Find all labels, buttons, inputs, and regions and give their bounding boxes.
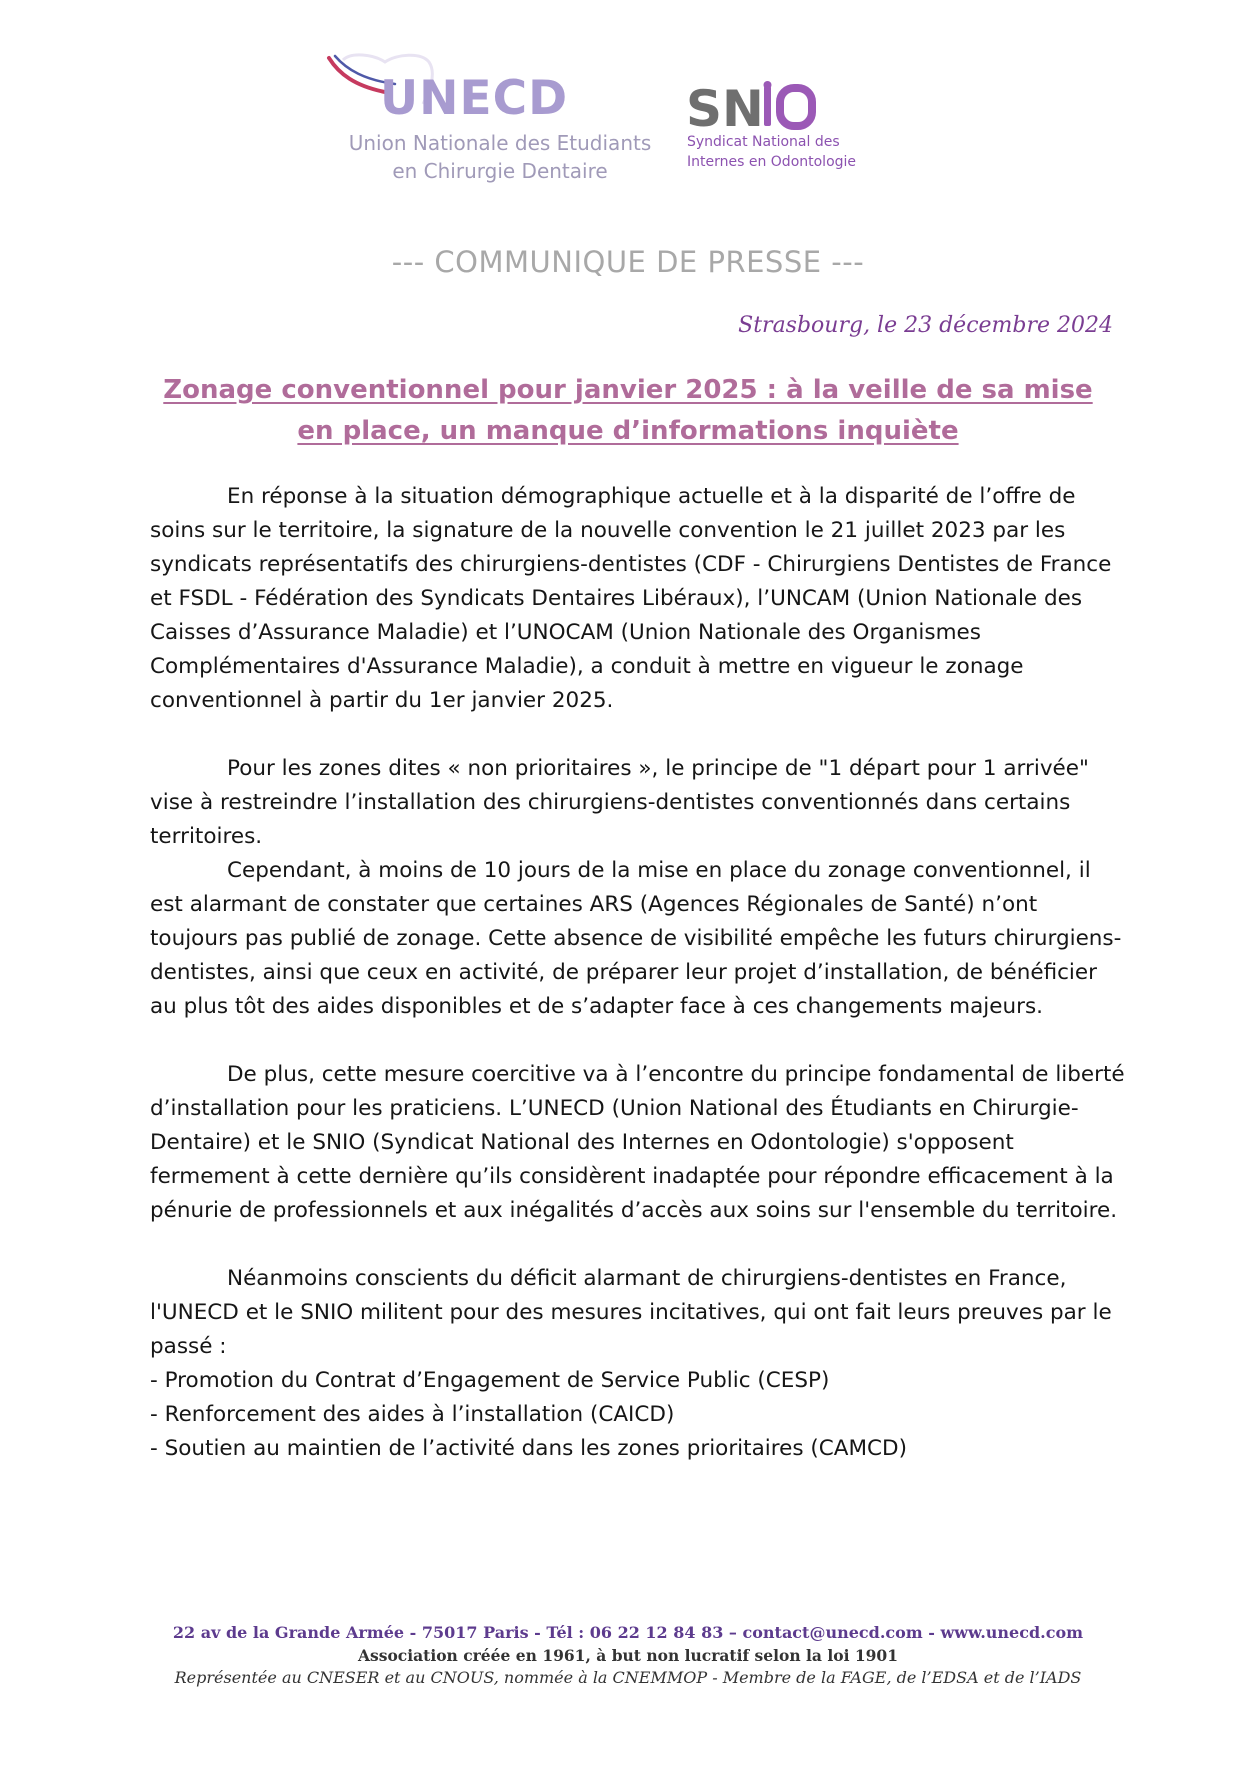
press-release-heading: --- COMMUNIQUE DE PRESSE --- <box>391 245 865 279</box>
svg-text:SN: SN <box>686 80 764 132</box>
list-item: - Promotion du Contrat d’Engagement de Service Public (CESP) <box>150 1368 830 1393</box>
footer-representation: Représentée au CNESER et au CNOUS, nommée à la CNEMMOP - Membre de la FAGE, de l’EDSA et de l’IADS <box>174 1668 1082 1687</box>
list-item: - Soutien au maintien de l’activité dans les zones prioritaires (CAMCD) <box>150 1436 907 1461</box>
snio-logo <box>686 78 896 180</box>
date-line: Strasbourg, le 23 décembre 2024 <box>738 313 1113 338</box>
footer-contact: 22 av de la Grande Armée - 75017 Paris - Tél : 06 22 12 84 83 – contact@unecd.com - www.unecd.com <box>172 1623 1084 1642</box>
footer-association: Association créée en 1961, à but non lucratif selon la loi 1901 <box>357 1646 899 1665</box>
paragraph-1: En réponse à la situation démographique actuelle et à la disparité de l’offre de soins sur le territoire, la signature de la nouvelle convention le 21 juillet 2023 par les syndicats représentatifs des chirurgiens-dentistes (CDF - Chirurgiens Dentistes de France et FSDL - Fédération des Syndicats Dentaires Libéraux), l’UNCAM (Union Nationale des Caisses d’Assurance Maladie) et l’UNOCAM (Union Nationale des Organismes Complémentaires d'Assurance Maladie), a conduit à mettre en vigueur le zonage conventionnel à partir du 1er janvier 2025. <box>150 484 1112 713</box>
snio-letters-icon <box>686 80 836 132</box>
snio-tagline-line2: Internes en Odontologie <box>687 154 857 170</box>
paragraph-3: Cependant, à moins de 10 jours de la mise en place du zonage conventionnel, il est alarmant de constater que certaines ARS (Agences Régionales de Santé) n’ont toujours pas publié de zonage. Cette absence de visibilité empêche les futurs chirurgiens-dentistes, ainsi que ceux en activité, de préparer leur projet d’installation, de bénéficier au plus tôt des aides disponibles et de s’adapter face à ces changements majeurs. <box>150 858 1122 1019</box>
paragraph-2: Pour les zones dites « non prioritaires », le principe de "1 départ pour 1 arrivée" vise à restreindre l’installation des chirurgiens-dentistes conventionnés dans certains territoires. <box>150 756 1089 849</box>
unecd-tagline-line2: en Chirurgie Dentaire <box>392 159 608 183</box>
unecd-wordmark: UNECD <box>380 71 569 126</box>
document-title: Zonage conventionnel pour janvier 2025 : à la veille de sa mise en place, un manque d’informations inquiète <box>163 375 1093 446</box>
snio-tagline-line1: Syndicat National des <box>687 134 840 150</box>
paragraph-5: Néanmoins conscients du déficit alarmant de chirurgiens-dentistes en France, l'UNECD et le SNIO militent pour des mesures incitatives, qui ont fait leurs preuves par le passé : <box>150 1266 1112 1359</box>
list-item: - Renforcement des aides à l’installation (CAICD) <box>150 1402 675 1427</box>
unecd-logo <box>325 52 670 192</box>
body-text <box>150 480 1125 1466</box>
unecd-tagline-line1: Union Nationale des Etudiants <box>348 131 652 155</box>
paragraph-4: De plus, cette mesure coercitive va à l’encontre du principe fondamental de liberté d’installation pour les praticiens. L’UNECD (Union National des Étudiants en Chirurgie-Dentaire) et le SNIO (Syndicat National des Internes en Odontologie) s'opposent fermement à cette dernière qu’ils considèrent inadaptée pour répondre efficacement à la pénurie de professionnels et aux inégalités d’accès aux soins sur l'ensemble du territoire. <box>150 1062 1125 1223</box>
